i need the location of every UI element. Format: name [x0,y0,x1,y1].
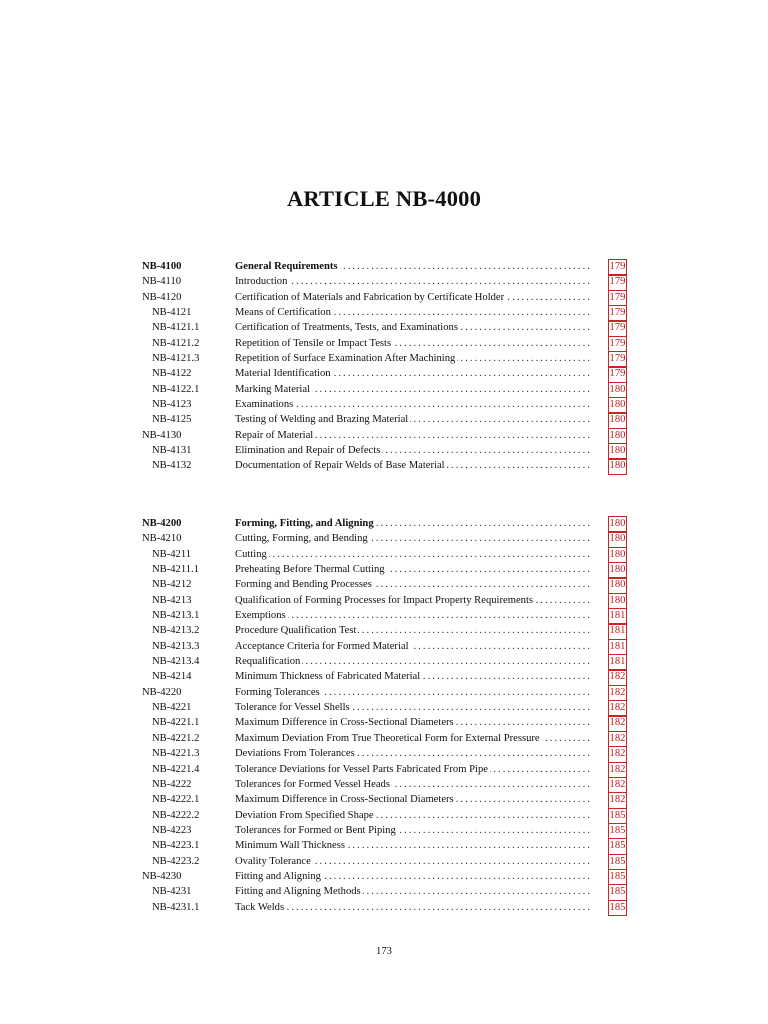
toc-page-link[interactable]: 179 [608,320,627,337]
toc-entry-number: NB-4122.1 [152,383,200,395]
toc-entry-number: NB-4231 [152,886,192,898]
toc-entry-number: NB-4223.2 [152,855,200,867]
toc-entry-number: NB-4214 [152,671,192,683]
toc-entry-number: NB-4121.3 [152,353,200,365]
toc-entry-number: NB-4100 [142,261,182,272]
toc-page-link[interactable]: 185 [608,838,627,855]
toc-entry-title-leader [235,623,590,638]
toc-entry[interactable] [142,608,628,623]
toc-entry-title[interactable]: Elimination and Repair of Defects [235,445,381,457]
toc-entry[interactable] [142,562,628,577]
toc-page-link[interactable]: 185 [608,869,627,886]
toc-page-link[interactable]: 180 [608,593,627,610]
toc-entry-title-leader [235,900,590,915]
toc-page-link[interactable]: 179 [608,274,627,291]
toc-entry-title-leader [235,746,590,761]
toc-entry-title[interactable]: Ovality Tolerance [235,855,311,867]
toc-entry-number: NB-4222.2 [152,809,200,821]
toc-section-nb-4100 [142,259,628,474]
toc-page-link[interactable]: 181 [608,623,627,640]
toc-entry-number: NB-4110 [142,276,182,288]
toc-entry-title[interactable]: General Requirements [235,261,338,272]
toc-entry-title-leader [235,562,590,577]
toc-entry-title[interactable]: Marking Material [235,383,311,395]
toc-entry-number: NB-4221.3 [152,748,200,760]
toc-entry-title[interactable]: Means of Certification [235,307,331,319]
toc-entry-title[interactable]: Documentation of Repair Welds of Base Material [235,460,445,472]
toc-entry-title[interactable]: Preheating Before Thermal Cutting [235,564,385,576]
toc-entry-title-leader [235,531,590,546]
toc-entry[interactable] [142,412,628,427]
toc-page-link[interactable]: 182 [608,700,627,717]
toc-entry-number: NB-4213.1 [152,610,200,622]
toc-entry[interactable] [142,869,628,884]
toc-entry-number: NB-4222.1 [152,794,200,806]
toc-entry-title[interactable]: Repetition of Tensile or Impact Tests [235,337,392,349]
toc-page-link[interactable]: 180 [608,382,627,399]
toc-entry-title-leader [235,700,590,715]
toc-page-link[interactable]: 182 [608,792,627,809]
toc-entry[interactable] [142,443,628,458]
toc-entry-number: NB-4221.1 [152,717,200,729]
toc-page-link[interactable]: 180 [608,577,627,594]
toc-entry-title-leader [235,366,590,381]
toc-entry-title[interactable]: Tolerances for Formed Vessel Heads [235,778,390,790]
toc-entry-title[interactable]: Tack Welds [235,901,285,913]
toc-entry-title[interactable]: Minimum Thickness of Fabricated Material [235,671,421,683]
toc-entry-number: NB-4221.4 [152,763,200,775]
toc-entry[interactable] [142,808,628,823]
toc-entry-title-leader [235,274,590,289]
toc-entry-number: NB-4220 [142,686,182,698]
toc-entry-title[interactable]: Material Identification [235,368,331,380]
toc-entry-title[interactable]: Fitting and Aligning [235,870,321,882]
toc-entry[interactable] [142,746,628,761]
toc-entry-title-leader [235,654,590,669]
toc-entry-number: NB-4213.2 [152,625,200,637]
toc-entry[interactable] [142,593,628,608]
toc-entry-title[interactable]: Certification of Materials and Fabrication by Certificate Holder [235,291,505,303]
toc-entry-title-leader [235,884,590,899]
toc-page-link[interactable]: 185 [608,823,627,840]
toc-page-link[interactable]: 180 [608,547,627,564]
toc-entry[interactable] [142,366,628,381]
toc-entry-title-leader [235,443,590,458]
toc-entry[interactable] [142,428,628,443]
toc-entry-title[interactable]: Fitting and Aligning Methods [235,886,361,898]
toc-entry[interactable] [142,351,628,366]
toc-entry-number: NB-4222 [152,778,192,790]
toc-entry-title-leader [235,792,590,807]
toc-page-link[interactable]: 179 [608,290,627,307]
toc-entry[interactable] [142,777,628,792]
toc-entry-number: NB-4121 [152,307,192,319]
toc-page-link[interactable]: 180 [608,516,627,533]
toc-page-link[interactable]: 185 [608,884,627,901]
toc-entry-number: NB-4230 [142,870,182,882]
toc-page-link[interactable]: 181 [608,654,627,671]
toc-entry-title[interactable]: Maximum Difference in Cross-Sectional Diameters [235,717,454,729]
toc-entry[interactable] [142,397,628,412]
toc-entry-title-leader [235,351,590,366]
toc-entry-title-leader [235,458,590,473]
toc-page-link[interactable]: 179 [608,336,627,353]
toc-entry[interactable] [142,700,628,715]
toc-entry-title[interactable]: Deviations From Tolerances [235,748,355,760]
toc-entry[interactable] [142,274,628,289]
toc-entry-title-leader [235,777,590,792]
toc-entry-number: NB-4120 [142,291,182,303]
toc-entry-number: NB-4121.1 [152,322,200,334]
toc-page-link[interactable]: 179 [608,351,627,368]
toc-entry[interactable] [142,715,628,730]
toc-entry-title[interactable]: Maximum Difference in Cross-Sectional Diameters [235,794,454,806]
toc-entry-title-leader [235,320,590,335]
toc-entry-number: NB-4223 [152,824,192,836]
toc-entry-title-leader [235,593,590,608]
toc-page-link[interactable]: 182 [608,762,627,779]
toc-entry-title[interactable]: Procedure Qualification Test [235,625,357,637]
toc-entry-title[interactable]: Testing of Welding and Brazing Material [235,414,409,426]
toc-entry-title[interactable]: Acceptance Criteria for Formed Material [235,640,409,652]
toc-entry[interactable] [142,654,628,669]
toc-entry-number: NB-4131 [152,445,192,457]
toc-page-link[interactable]: 181 [608,608,627,625]
toc-entry[interactable] [142,900,628,915]
toc-entry-title-leader [235,838,590,853]
toc-entry-title-leader [235,412,590,427]
toc-entry-title[interactable]: Certification of Treatments, Tests, and Examinations [235,322,458,334]
toc-entry[interactable] [142,547,628,562]
toc-entry-title[interactable]: Deviation From Specified Shape [235,809,374,821]
toc-entry-title-leader [235,669,590,684]
toc-entry-title[interactable]: Introduction [235,276,288,288]
toc-entry-title[interactable]: Forming, Fitting, and Aligning [235,518,374,529]
toc-entry-title-leader [235,808,590,823]
toc-entry[interactable] [142,792,628,807]
toc-entry[interactable] [142,685,628,700]
toc-entry-number: NB-4125 [152,414,192,426]
toc-entry-title[interactable]: Tolerances for Formed or Bent Piping [235,824,396,836]
toc-entry-number: NB-4212 [152,579,192,591]
toc-entry[interactable] [142,336,628,351]
toc-entry-title-leader [235,731,590,746]
toc-entry[interactable] [142,838,628,853]
toc-entry-title-leader [235,823,590,838]
toc-entry-title[interactable]: Examinations [235,399,294,411]
toc-entry-title-leader [235,428,590,443]
toc-page-link[interactable]: 180 [608,562,627,579]
toc-entry-title[interactable]: Minimum Wall Thickness [235,840,345,852]
toc-entry-number: NB-4221 [152,702,192,714]
toc-entry-title-leader [235,715,590,730]
toc-page-link[interactable]: 182 [608,777,627,794]
toc-page-link[interactable]: 185 [608,900,627,917]
toc-page-link[interactable]: 182 [608,669,627,686]
toc-page-link[interactable]: 182 [608,731,627,748]
toc-entry[interactable] [142,669,628,684]
toc-entry-title[interactable]: Repetition of Surface Examination After Machining [235,353,456,365]
toc-entry-number: NB-4132 [152,460,192,472]
toc-page-link[interactable]: 180 [608,531,627,548]
toc-entry-title-leader [235,869,590,884]
toc-entry-number: NB-4210 [142,533,182,545]
toc-entry-title-leader [235,397,590,412]
toc-entry-title-leader [235,382,590,397]
toc-entry-title[interactable]: Forming Tolerances [235,686,320,698]
toc-entry[interactable] [142,823,628,838]
toc-page-link[interactable]: 180 [608,412,627,429]
toc-entry-number: NB-4221.2 [152,732,200,744]
toc-page-link[interactable]: 181 [608,639,627,656]
toc-entry-title[interactable]: Forming and Bending Processes [235,579,372,591]
page-number: 173 [376,946,392,957]
article-title: ARTICLE NB-4000 [286,186,482,211]
toc-entry-number: NB-4213 [152,594,192,606]
toc-page-link[interactable]: 182 [608,746,627,763]
toc-page-link[interactable]: 182 [608,715,627,732]
toc-entry[interactable] [142,259,628,274]
toc-entry-title-leader [235,639,590,654]
toc-page-link[interactable]: 179 [608,366,627,383]
toc-entry-title-leader [235,516,590,531]
toc-entry-title-leader [235,547,590,562]
toc-entry[interactable] [142,458,628,473]
toc-page-link[interactable]: 179 [608,305,627,322]
toc-page-link[interactable]: 180 [608,443,627,460]
toc-entry-number: NB-4223.1 [152,840,200,852]
toc-entry[interactable] [142,577,628,592]
toc-entry[interactable] [142,854,628,869]
toc-entry[interactable] [142,320,628,335]
toc-entry-number: NB-4211 [152,548,192,560]
toc-entry-title-leader [235,577,590,592]
toc-entry-title-leader [235,290,590,305]
toc-entry-title[interactable]: Maximum Deviation From True Theoretical Form for External Pressure [235,732,540,744]
toc-entry-number: NB-4122 [152,368,192,380]
toc-entry-number: NB-4213.3 [152,640,200,652]
toc-entry-number: NB-4123 [152,399,192,411]
toc-entry[interactable] [142,762,628,777]
toc-entry-title-leader [235,608,590,623]
toc-entry-title-leader [235,762,590,777]
toc-entry-title[interactable]: Requalification [235,656,301,668]
toc-page-link[interactable]: 180 [608,428,627,445]
toc-entry-title[interactable]: Exemptions [235,610,286,622]
toc-page-link[interactable]: 182 [608,685,627,702]
toc-entry-number: NB-4213.4 [152,656,200,668]
toc-entry-title-leader [235,259,590,274]
toc-entry[interactable] [142,382,628,397]
toc-entry-title-leader [235,854,590,869]
toc-section-nb-4200 [142,516,628,915]
toc-entry-number: NB-4200 [142,518,182,529]
toc-entry[interactable] [142,639,628,654]
toc-entry-number: NB-4231.1 [152,901,200,913]
toc-entry-title-leader [235,336,590,351]
toc-entry-title[interactable]: Tolerance for Vessel Shells [235,702,350,714]
toc-page-link[interactable]: 180 [608,458,627,475]
toc-entry[interactable] [142,531,628,546]
toc-entry[interactable] [142,305,628,320]
toc-entry-number: NB-4211.1 [152,564,199,576]
toc-entry-title[interactable]: Qualification of Forming Processes for Impact Property Requirements [235,594,534,606]
toc-page-link[interactable]: 185 [608,854,627,871]
toc-entry[interactable] [142,884,628,899]
toc-entry-number: NB-4121.2 [152,337,200,349]
toc-entry-title[interactable]: Cutting [235,548,267,560]
toc-entry-number: NB-4130 [142,429,182,441]
toc-page-link[interactable]: 185 [608,808,627,825]
toc-entry[interactable] [142,623,628,638]
toc-entry[interactable] [142,516,628,531]
toc-page-link[interactable]: 180 [608,397,627,414]
toc-entry-title[interactable]: Cutting, Forming, and Bending [235,533,368,545]
toc-entry[interactable] [142,731,628,746]
toc-entry-title-leader [235,685,590,700]
toc-entry-title-leader [235,305,590,320]
toc-entry[interactable] [142,290,628,305]
toc-page-link[interactable]: 179 [608,259,627,276]
toc-entry-title[interactable]: Repair of Material [235,429,314,441]
toc-entry-title[interactable]: Tolerance Deviations for Vessel Parts Fabricated From Pipe [235,763,488,775]
